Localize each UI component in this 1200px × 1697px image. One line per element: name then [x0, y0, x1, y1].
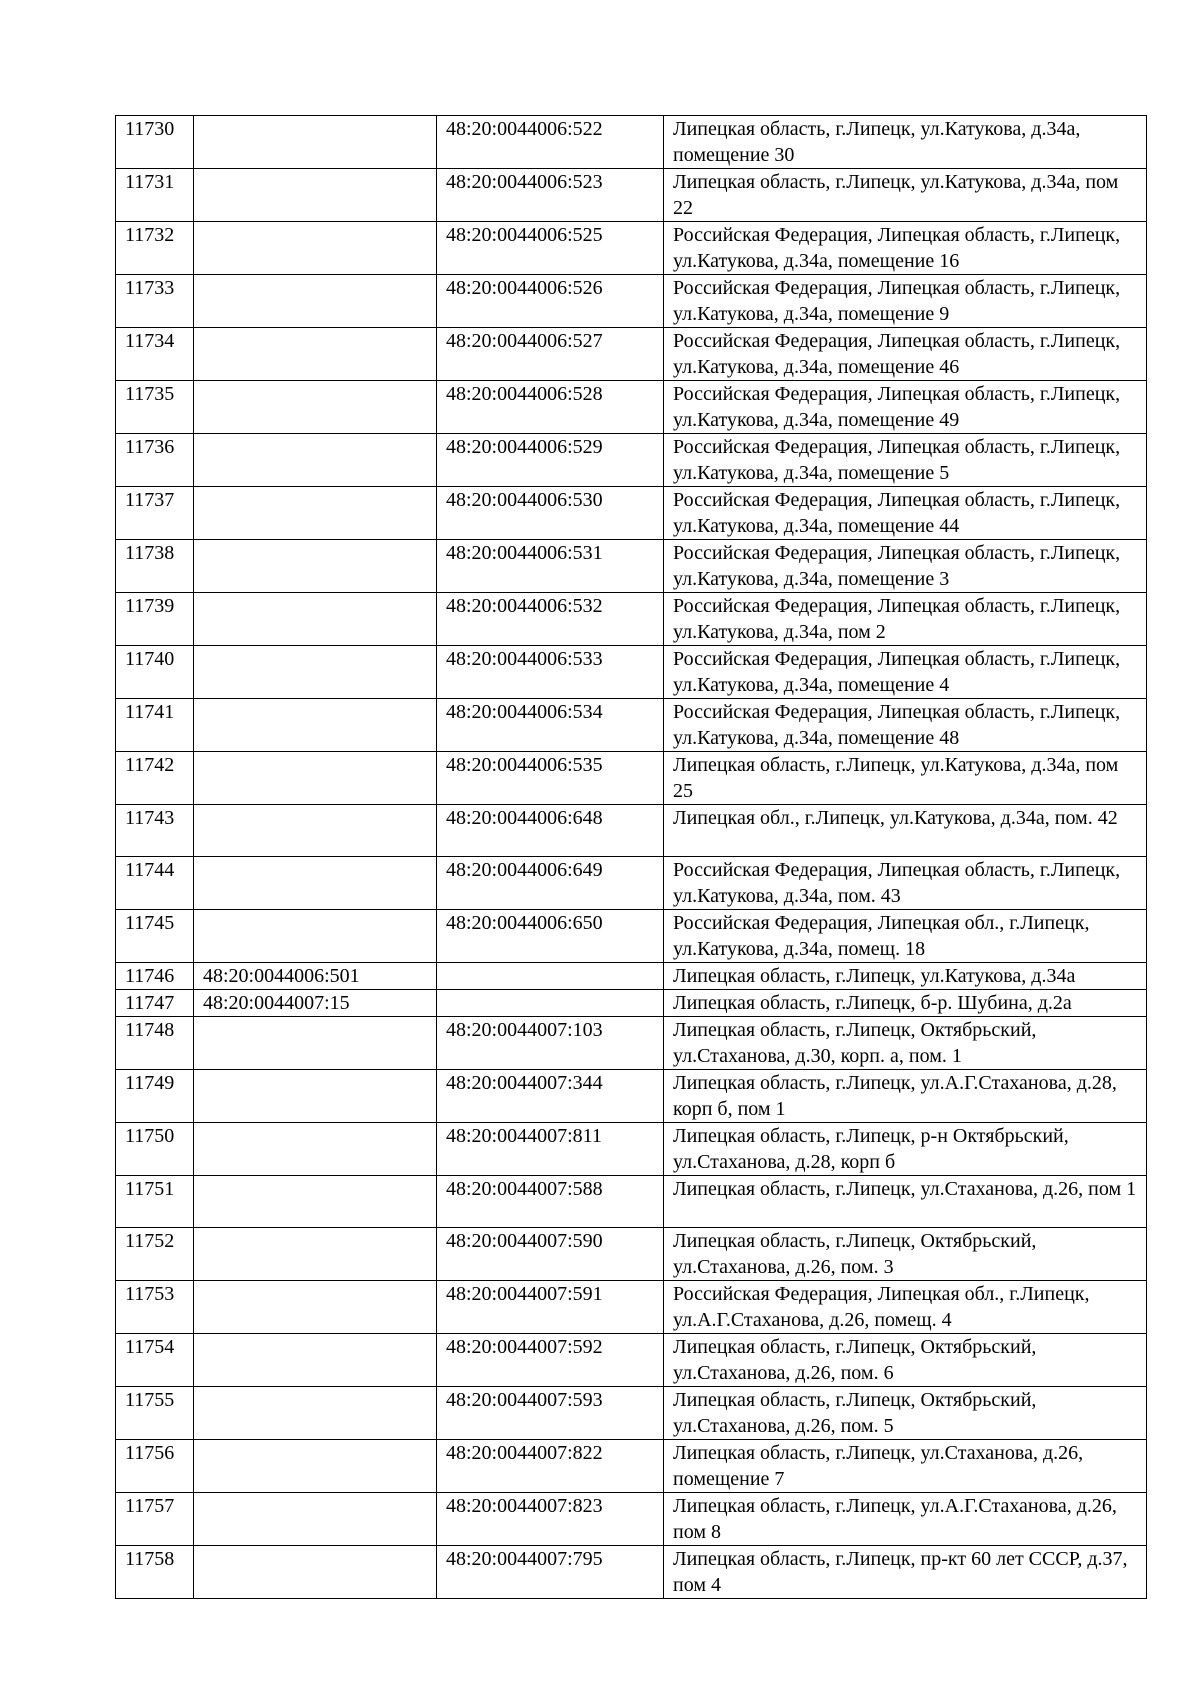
row-number-cell: 11757	[116, 1493, 194, 1546]
row-number-cell: 11755	[116, 1387, 194, 1440]
row-number-cell: 11754	[116, 1334, 194, 1387]
table-row	[116, 593, 1147, 646]
address-cell: Липецкая область, г.Липецк, Октябрьский, ул.Стаханова, д.30, корп. а, пом. 1	[664, 1017, 1147, 1070]
premises-cadastral-cell	[437, 990, 664, 1017]
premises-cadastral-cell: 48:20:0044007:588	[437, 1176, 664, 1228]
premises-cadastral-cell: 48:20:0044007:795	[437, 1546, 664, 1599]
row-number-cell: 11733	[116, 275, 194, 328]
land-parcel-cadastral-cell	[194, 275, 437, 328]
land-parcel-cadastral-cell	[194, 805, 437, 857]
land-parcel-cadastral-cell	[194, 487, 437, 540]
address-cell: Липецкая область, г.Липецк, Октябрьский, ул.Стаханова, д.26, пом. 6	[664, 1334, 1147, 1387]
premises-cadastral-cell: 48:20:0044006:526	[437, 275, 664, 328]
row-number-cell: 11746	[116, 963, 194, 990]
row-number-cell: 11731	[116, 169, 194, 222]
land-parcel-cadastral-cell: 48:20:0044007:15	[194, 990, 437, 1017]
table-row	[116, 646, 1147, 699]
row-number-cell: 11745	[116, 910, 194, 963]
table-row	[116, 1017, 1147, 1070]
table-row	[116, 1440, 1147, 1493]
address-cell: Российская Федерация, Липецкая область, г.Липецк, ул.Катукова, д.34а, помещение 4	[664, 646, 1147, 699]
table-row	[116, 169, 1147, 222]
row-number-cell: 11736	[116, 434, 194, 487]
address-cell: Российская Федерация, Липецкая область, г.Липецк, ул.Катукова, д.34а, помещение 5	[664, 434, 1147, 487]
address-cell: Липецкая область, г.Липецк, ул.А.Г.Стаханова, д.26, пом 8	[664, 1493, 1147, 1546]
row-number-cell: 11744	[116, 857, 194, 910]
row-number-cell: 11742	[116, 752, 194, 805]
premises-cadastral-cell: 48:20:0044006:535	[437, 752, 664, 805]
address-cell: Российская Федерация, Липецкая область, г.Липецк, ул.Катукова, д.34а, пом 2	[664, 593, 1147, 646]
premises-cadastral-cell: 48:20:0044006:522	[437, 116, 664, 169]
row-number-cell: 11758	[116, 1546, 194, 1599]
premises-cadastral-cell: 48:20:0044006:532	[437, 593, 664, 646]
premises-cadastral-cell: 48:20:0044006:534	[437, 699, 664, 752]
address-cell: Липецкая область, г.Липецк, ул.Катукова, д.34а, помещение 30	[664, 116, 1147, 169]
address-cell: Липецкая область, г.Липецк, ул.А.Г.Стаханова, д.28, корп б, пом 1	[664, 1070, 1147, 1123]
land-parcel-cadastral-cell	[194, 1546, 437, 1599]
table-row	[116, 752, 1147, 805]
table-row	[116, 699, 1147, 752]
land-parcel-cadastral-cell	[194, 1334, 437, 1387]
table-row	[116, 487, 1147, 540]
premises-cadastral-cell: 48:20:0044007:822	[437, 1440, 664, 1493]
table-row	[116, 540, 1147, 593]
premises-cadastral-cell: 48:20:0044007:591	[437, 1281, 664, 1334]
address-cell: Липецкая область, г.Липецк, р-н Октябрьский, ул.Стаханова, д.28, корп б	[664, 1123, 1147, 1176]
land-parcel-cadastral-cell	[194, 1123, 437, 1176]
table-row	[116, 857, 1147, 910]
row-number-cell: 11752	[116, 1228, 194, 1281]
address-cell: Российская Федерация, Липецкая область, г.Липецк, ул.Катукова, д.34а, пом. 43	[664, 857, 1147, 910]
land-parcel-cadastral-cell	[194, 699, 437, 752]
row-number-cell: 11740	[116, 646, 194, 699]
property-registry-table	[115, 115, 1147, 1599]
land-parcel-cadastral-cell	[194, 857, 437, 910]
land-parcel-cadastral-cell	[194, 1228, 437, 1281]
address-cell: Российская Федерация, Липецкая область, г.Липецк, ул.Катукова, д.34а, помещение 49	[664, 381, 1147, 434]
address-cell: Липецкая область, г.Липецк, б-р. Шубина, д.2а	[664, 990, 1147, 1017]
row-number-cell: 11747	[116, 990, 194, 1017]
address-cell: Российская Федерация, Липецкая область, г.Липецк, ул.Катукова, д.34а, помещение 3	[664, 540, 1147, 593]
row-number-cell: 11753	[116, 1281, 194, 1334]
row-number-cell: 11732	[116, 222, 194, 275]
premises-cadastral-cell: 48:20:0044007:593	[437, 1387, 664, 1440]
premises-cadastral-cell: 48:20:0044007:823	[437, 1493, 664, 1546]
premises-cadastral-cell: 48:20:0044007:592	[437, 1334, 664, 1387]
premises-cadastral-cell: 48:20:0044006:523	[437, 169, 664, 222]
row-number-cell: 11749	[116, 1070, 194, 1123]
table-row	[116, 1387, 1147, 1440]
row-number-cell: 11741	[116, 699, 194, 752]
table-row	[116, 1493, 1147, 1546]
address-cell: Липецкая область, г.Липецк, ул.Катукова, д.34а	[664, 963, 1147, 990]
row-number-cell: 11756	[116, 1440, 194, 1493]
table-row	[116, 275, 1147, 328]
table-row	[116, 222, 1147, 275]
table-row	[116, 910, 1147, 963]
row-number-cell: 11748	[116, 1017, 194, 1070]
table-row	[116, 1546, 1147, 1599]
address-cell: Российская Федерация, Липецкая область, г.Липецк, ул.Катукова, д.34а, помещение 44	[664, 487, 1147, 540]
land-parcel-cadastral-cell	[194, 540, 437, 593]
address-cell: Российская Федерация, Липецкая обл., г.Липецк, ул.А.Г.Стаханова, д.26, помещ. 4	[664, 1281, 1147, 1334]
premises-cadastral-cell: 48:20:0044006:648	[437, 805, 664, 857]
table-row	[116, 1334, 1147, 1387]
table-row	[116, 990, 1147, 1017]
land-parcel-cadastral-cell: 48:20:0044006:501	[194, 963, 437, 990]
premises-cadastral-cell: 48:20:0044007:590	[437, 1228, 664, 1281]
registry-table-body	[116, 116, 1147, 1599]
table-row	[116, 381, 1147, 434]
premises-cadastral-cell: 48:20:0044006:530	[437, 487, 664, 540]
row-number-cell: 11739	[116, 593, 194, 646]
land-parcel-cadastral-cell	[194, 646, 437, 699]
land-parcel-cadastral-cell	[194, 169, 437, 222]
premises-cadastral-cell: 48:20:0044006:525	[437, 222, 664, 275]
row-number-cell: 11734	[116, 328, 194, 381]
row-number-cell: 11738	[116, 540, 194, 593]
table-row	[116, 1176, 1147, 1228]
land-parcel-cadastral-cell	[194, 116, 437, 169]
table-row	[116, 1123, 1147, 1176]
table-row	[116, 328, 1147, 381]
table-row	[116, 805, 1147, 857]
land-parcel-cadastral-cell	[194, 1070, 437, 1123]
address-cell: Липецкая обл., г.Липецк, ул.Катукова, д.34а, пом. 42	[664, 805, 1147, 857]
address-cell: Липецкая область, г.Липецк, ул.Катукова, д.34а, пом 22	[664, 169, 1147, 222]
row-number-cell: 11730	[116, 116, 194, 169]
land-parcel-cadastral-cell	[194, 434, 437, 487]
row-number-cell: 11750	[116, 1123, 194, 1176]
premises-cadastral-cell: 48:20:0044007:344	[437, 1070, 664, 1123]
address-cell: Липецкая область, г.Липецк, ул.Катукова, д.34а, пом 25	[664, 752, 1147, 805]
address-cell: Липецкая область, г.Липецк, пр-кт 60 лет СССР, д.37, пом 4	[664, 1546, 1147, 1599]
premises-cadastral-cell: 48:20:0044006:528	[437, 381, 664, 434]
row-number-cell: 11737	[116, 487, 194, 540]
premises-cadastral-cell: 48:20:0044006:650	[437, 910, 664, 963]
address-cell: Липецкая область, г.Липецк, Октябрьский, ул.Стаханова, д.26, пом. 5	[664, 1387, 1147, 1440]
premises-cadastral-cell: 48:20:0044006:531	[437, 540, 664, 593]
table-row	[116, 1070, 1147, 1123]
row-number-cell: 11735	[116, 381, 194, 434]
address-cell: Российская Федерация, Липецкая область, г.Липецк, ул.Катукова, д.34а, помещение 9	[664, 275, 1147, 328]
land-parcel-cadastral-cell	[194, 1387, 437, 1440]
premises-cadastral-cell: 48:20:0044006:649	[437, 857, 664, 910]
table-row	[116, 1228, 1147, 1281]
address-cell: Липецкая область, г.Липецк, ул.Стаханова, д.26, пом 1	[664, 1176, 1147, 1228]
land-parcel-cadastral-cell	[194, 910, 437, 963]
land-parcel-cadastral-cell	[194, 1281, 437, 1334]
table-row	[116, 1281, 1147, 1334]
land-parcel-cadastral-cell	[194, 328, 437, 381]
address-cell: Липецкая область, г.Липецк, Октябрьский, ул.Стаханова, д.26, пом. 3	[664, 1228, 1147, 1281]
address-cell: Российская Федерация, Липецкая область, г.Липецк, ул.Катукова, д.34а, помещение 48	[664, 699, 1147, 752]
address-cell: Российская Федерация, Липецкая область, г.Липецк, ул.Катукова, д.34а, помещение 46	[664, 328, 1147, 381]
address-cell: Липецкая область, г.Липецк, ул.Стаханова, д.26, помещение 7	[664, 1440, 1147, 1493]
premises-cadastral-cell: 48:20:0044007:103	[437, 1017, 664, 1070]
land-parcel-cadastral-cell	[194, 1017, 437, 1070]
land-parcel-cadastral-cell	[194, 1176, 437, 1228]
premises-cadastral-cell: 48:20:0044006:529	[437, 434, 664, 487]
row-number-cell: 11751	[116, 1176, 194, 1228]
table-row	[116, 434, 1147, 487]
table-row	[116, 116, 1147, 169]
land-parcel-cadastral-cell	[194, 1493, 437, 1546]
address-cell: Российская Федерация, Липецкая область, г.Липецк, ул.Катукова, д.34а, помещение 16	[664, 222, 1147, 275]
land-parcel-cadastral-cell	[194, 752, 437, 805]
address-cell: Российская Федерация, Липецкая обл., г.Липецк, ул.Катукова, д.34а, помещ. 18	[664, 910, 1147, 963]
table-row	[116, 963, 1147, 990]
land-parcel-cadastral-cell	[194, 381, 437, 434]
premises-cadastral-cell: 48:20:0044006:527	[437, 328, 664, 381]
land-parcel-cadastral-cell	[194, 593, 437, 646]
land-parcel-cadastral-cell	[194, 1440, 437, 1493]
premises-cadastral-cell: 48:20:0044006:533	[437, 646, 664, 699]
land-parcel-cadastral-cell	[194, 222, 437, 275]
row-number-cell: 11743	[116, 805, 194, 857]
premises-cadastral-cell: 48:20:0044007:811	[437, 1123, 664, 1176]
premises-cadastral-cell	[437, 963, 664, 990]
